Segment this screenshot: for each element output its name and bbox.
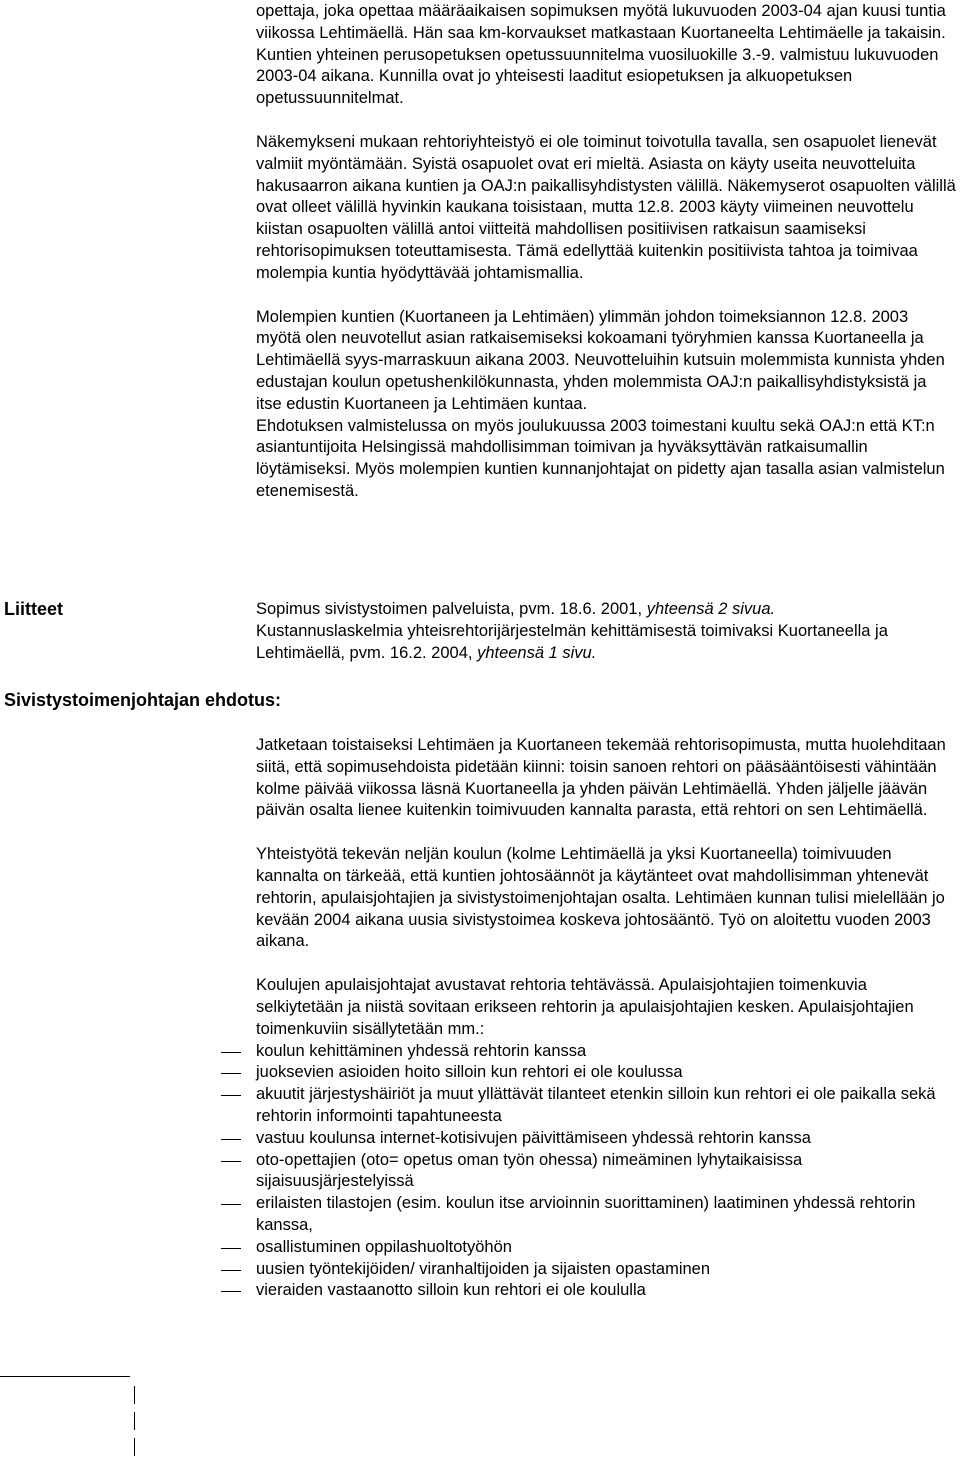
proposal-paragraph: Jatketaan toistaiseksi Lehtimäen ja Kuortaneen tekemää rehtorisopimusta, mutta huolehditaan siitä, että sopimusehdoista pidetään kiinni: toisin sanoen rehtori on pääsääntöisesti vähintään kolme päivää viikossa läsnä Kuortaneella ja yhden päivän Lehtimäellä. Yhden jäljelle jäävän päivän osalta lienee kuitenkin toimivuuden kannalta parasta, että rehtori on sen Lehtimäellä. (256, 736, 946, 820)
list-item: juoksevien asioiden hoito silloin kun rehtori ei ole koulussa (221, 1062, 956, 1084)
attachments-list (256, 599, 956, 664)
proposal-paragraph: Koulujen apulaisjohtajat avustavat rehtoria tehtävässä. Apulaisjohtajien toimenkuvia selkiytetään ja niistä sovitaan erikseen rehtorin ja apulaisjohtajien kesken. Apulaisjohtajien toimenkuviin sisällytetään mm.: (256, 976, 914, 1038)
list-item: vastuu koulunsa internet-kotisivujen päivittämiseen yhdessä rehtorin kanssa (221, 1128, 956, 1150)
paragraph-cooperation-view: Näkemykseni mukaan rehtoriyhteistyö ei ole toiminut toivotulla tavalla, sen osapuolet lienevät valmiit myöntämään. Syistä osapuolet ovat eri mieltä. Asiasta on käyty useita neuvotteluita hakusaarron aikana kuntien ja OAJ:n paikallisyhdistysten välillä. Näkemyserot osapuolten välillä ovat olleet välillä hyvinkin kaukana toisistaan, mutta 12.8. 2003 käyty viimeinen neuvottelu kiistan osapuolten välillä antoi viitteitä mahdollisen positiivisen ratkaisun saamiseksi rehtorisopimuksen toteuttamisesta. Tämä edellyttää kuitenkin positiivista tahtoa ja toimivaa molempia kuntia hyödyttävää johtamismallia. (256, 132, 956, 282)
attachment-item: Sopimus sivistystoimen palveluista, pvm. 18.6. 2001, yhteensä 2 sivua. (256, 600, 776, 618)
margin-bar (134, 1386, 135, 1404)
top-section (256, 1, 956, 503)
list-item: akuutit järjestyshäiriöt ja muut yllättävät tilanteet etenkin silloin kun rehtori ei ole paikalla sekä rehtorin informointi tapahtuneesta (221, 1084, 956, 1128)
list-item: oto-opettajien (oto= opetus oman työn ohessa) nimeäminen lyhytaikaisissa sijaisuusjärjestelyissä (221, 1150, 956, 1194)
list-item: vieraiden vastaanotto silloin kun rehtori ei ole koululla (221, 1280, 956, 1302)
margin-bar (134, 1412, 135, 1430)
proposal-heading: Sivistystoimenjohtajan ehdotus: (4, 690, 282, 710)
list-item: uusien työntekijöiden/ viranhaltijoiden ja sijaisten opastaminen (221, 1259, 956, 1281)
margin-bar (134, 1438, 135, 1456)
paragraph-teacher-arrangement: opettaja, joka opettaa määräaikaisen sopimuksen myötä lukuvuoden 2003-04 ajan kuusi tuntia viikossa Lehtimäellä. Hän saa km-korvaukset matkastaan Kuortaneelta Lehtimäelle ja takaisin. Kuntien yhteinen perusopetuksen opetussuunnitelma vuosiluokille 3.-9. valmistuu lukuvuoden 2003-04 aikana. Kunnilla ovat jo yhteisesti laaditut esiopetuksen ja alkuopetuksen opetussuunnitelmat. (256, 2, 946, 108)
duties-list (256, 1041, 956, 1303)
list-item: koulun kehittäminen yhdessä rehtorin kanssa (221, 1041, 956, 1063)
attachments-heading: Liitteet (4, 599, 64, 619)
proposal-paragraph: Yhteistyötä tekevän neljän koulun (kolme Lehtimäellä ja yksi Kuortaneella) toimivuuden kannalta on tärkeää, että kuntien johtosäännöt ja käytänteet ovat mahdollisimman yhtenevät rehtorin, apulaisjohtajien ja sivistystoimenjohtajan osalta. Lehtimäen kunnan tulisi mielellään jo kevään 2004 aikana uusia sivistystoimea koskeva johtosääntö. Työ on aloitettu vuoden 2003 aikana. (256, 845, 945, 951)
signature-line (0, 1376, 130, 1377)
paragraph-negotiations: Molempien kuntien (Kuortaneen ja Lehtimäen) ylimmän johdon toimeksiannon 12.8. 2003 myötä olen neuvotellut asian ratkaisemiseksi kokoamani työryhmien kanssa Kuortaneella ja Lehtimäellä syys-marraskuun aikana 2003. Neuvotteluihin kutsuin molemmista kunnista yhden edustajan koulun opetushenkilökunnasta, yhden molemmista OAJ:n paikallisyhdistyksistä ja itse edustin Kuortaneen ja Lehtimäen kuntaa. (256, 307, 945, 413)
proposal-section (256, 735, 956, 1302)
attachment-item: Kustannuslaskelmia yhteisrehtorijärjestelmän kehittämisestä toimivaksi Kuortaneella ja Lehtimäellä, pvm. 16.2. 2004, yhteensä 1 sivu. (256, 621, 888, 662)
list-item: osallistuminen oppilashuoltotyöhön (221, 1237, 956, 1259)
list-item: erilaisten tilastojen (esim. koulun itse arvioinnin suorittaminen) laatiminen yhdessä rehtorin kanssa, (221, 1193, 956, 1237)
paragraph-preparation: Ehdotuksen valmistelussa on myös joulukuussa 2003 toimestani kuultu sekä OAJ:n että KT:n asiantuntijoita Helsingissä mahdollisimman toimivan ja hyväksyttävän ratkaisumallin löytämiseksi. Myös molempien kuntien kunnanjohtajat on pidetty ajan tasalla asian valmistelun etenemisestä. (256, 416, 945, 500)
